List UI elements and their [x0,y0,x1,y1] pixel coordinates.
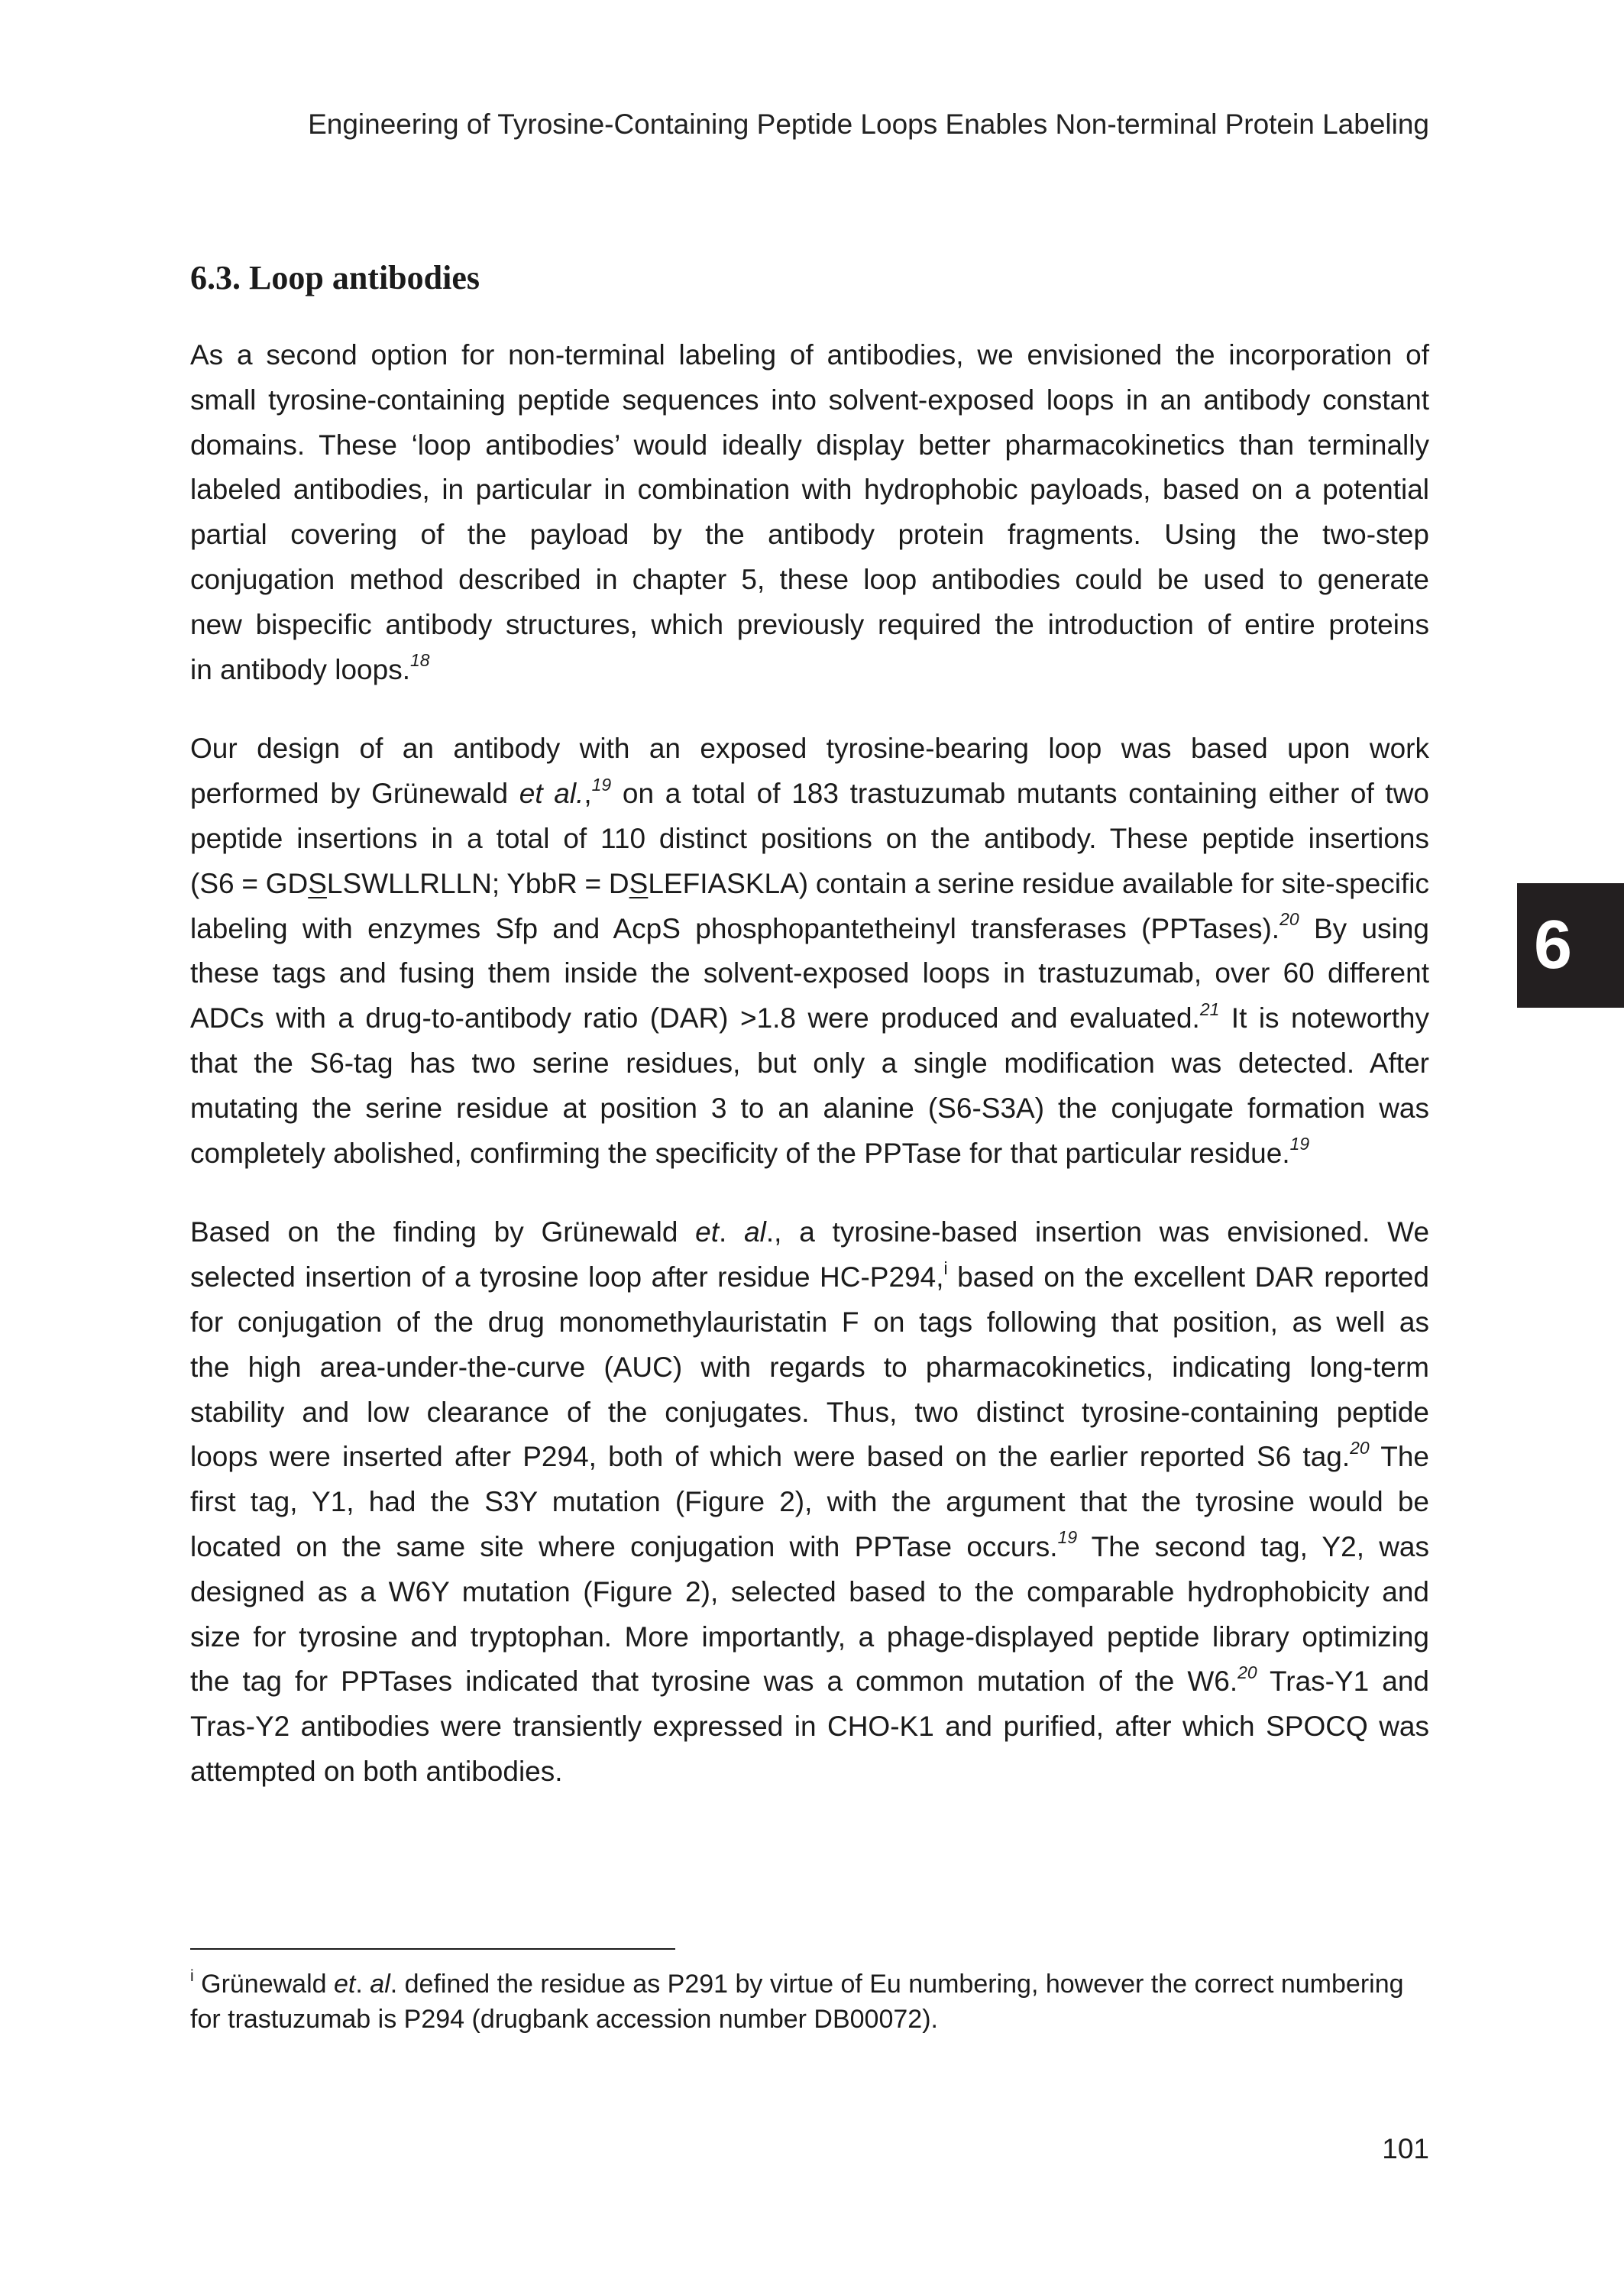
text-line [190,333,1429,378]
line-text [190,1397,1429,1428]
line-text [190,1576,1429,1607]
text-run: Based on the finding by Grünewald [190,1216,696,1248]
italic-text: al [744,1216,766,1248]
line-text [190,339,1429,371]
text-run: The [1369,1441,1429,1473]
text-run: domains. These ‘loop antibodies’ would ideally display better pharmacokinetics than terminally [190,429,1429,461]
page-number: 101 [1382,2133,1429,2164]
text-run: . [719,1216,745,1248]
line-text [190,909,1429,944]
citation-superscript: 19 [1057,1527,1078,1548]
line-text [190,733,1429,764]
italic-text: et [695,1216,720,1248]
citation-superscript: 20 [1237,1662,1257,1682]
line-text [190,1047,1429,1079]
line-text [190,519,1429,550]
text-run: performed by Grünewald [190,778,519,810]
text-line [190,1086,1429,1131]
line-text [190,1662,1429,1698]
text-run: (S6 = GD [190,867,309,899]
text-run: located on the same site where conjugation with PPTase occurs. [190,1530,1058,1562]
text-run: Tras-Y2 antibodies were transiently expressed in CHO-K1 and purified, after which SPOCQ was [190,1711,1429,1743]
text-run: that the S6-tag has two serine residues, but only a single modification was detected. After [190,1047,1429,1079]
text-line [190,1255,1429,1300]
footnote [190,1967,1429,2037]
line-text [190,774,1430,810]
text-line [190,1435,1429,1480]
line-text [190,1527,1429,1562]
line-text [190,1352,1429,1383]
text-run: Our design of an antibody with an exposed tyrosine-bearing loop was based upon work [190,733,1429,765]
line-text [190,650,430,685]
text-run: , [584,778,592,810]
line-text [190,609,1429,640]
text-line [190,378,1429,423]
text-line [190,862,1429,907]
text-line [190,817,1429,862]
paragraph-tyrosine-insertion [190,1210,1429,1794]
line-text [190,823,1429,854]
text-run: LSWLLRLLN; YbbR = D [326,867,629,899]
text-line [190,1210,1429,1255]
text-run: completely abolished, confirming the specificity of the PPTase for that particular residue. [190,1137,1290,1169]
citation-superscript: 19 [591,774,612,795]
line-text [190,564,1429,595]
text-run: selected insertion of a tyrosine loop after residue HC-P294, [190,1261,944,1293]
chapter-number: 6 [1534,907,1573,983]
text-line [190,1615,1429,1660]
text-line [190,727,1429,772]
text-run: LEFIASKLA) contain a serine residue available for site-specific [648,867,1429,899]
text-line [190,513,1429,558]
text-run: in antibody loops. [190,653,410,685]
text-run: . defined the residue as P291 by virtue of Eu numbering, however the correct numbering [390,1970,1404,1999]
text-run: conjugation method described in chapter 5, these loop antibodies could be used to generate [190,563,1429,595]
text-line [190,1131,1429,1177]
text-line [190,1704,1429,1750]
paragraph-loop-antibodies-intro [190,333,1429,692]
text-run: new bispecific antibody structures, which previously required the introduction of entire proteins [190,608,1429,640]
line-text [190,429,1429,461]
text-run: the tag for PPTases indicated that tyrosine was a common mutation of the W6. [190,1666,1238,1698]
text-run: on a total of 183 trastuzumab mutants containing either of two [611,778,1430,810]
text-line [190,1390,1429,1436]
text-run: ADCs with a drug-to-antibody ratio (DAR) >1.8 were produced and evaluated. [190,1002,1200,1034]
text-run: these tags and fusing them inside the solvent-exposed loops in trastuzumab, over 60 different [190,957,1429,989]
citation-superscript: 18 [409,650,430,671]
text-run: small tyrosine-containing peptide sequences into solvent-exposed loops in an antibody constant [190,384,1429,416]
citation-superscript: 20 [1350,1437,1370,1458]
line-text [190,957,1429,989]
text-run: It is noteworthy [1219,1002,1430,1034]
text-run: labeled antibodies, in particular in combination with hydrophobic payloads, based on a potential [190,474,1429,506]
line-text [190,1306,1429,1338]
chapter-tab [1517,883,1624,1008]
footnote-marker: i [190,1967,194,1985]
line-text [190,1134,1310,1169]
text-run: The second tag, Y2, was [1077,1530,1429,1562]
line-text [190,2005,938,2034]
line-text [190,474,1429,505]
citation-superscript: 19 [1289,1134,1310,1154]
text-line [190,907,1429,952]
text-line [190,1570,1429,1615]
text-run: Tras-Y1 and [1257,1666,1429,1698]
text-run: Grünewald [193,1970,335,1999]
text-run: attempted on both antibodies. [190,1755,563,1787]
line-text [190,384,1429,416]
line-text [190,1437,1429,1473]
text-run: ., a tyrosine-based insertion was envisioned. We [765,1216,1430,1248]
text-line [190,648,1429,693]
line-text [190,1258,1430,1293]
text-line [190,468,1429,513]
line-text [190,868,1429,899]
text-run: By using [1299,912,1429,944]
italic-text: al [370,1970,390,1999]
text-line [190,1480,1429,1525]
footnote-rule [190,1948,675,1950]
text-run: the high area-under-the-curve (AUC) with regards to pharmacokinetics, indicating long-term [190,1351,1429,1383]
text-line [190,423,1429,468]
text-line [190,951,1429,996]
line-text [190,1486,1429,1517]
line-text [190,1756,563,1787]
text-run: mutating the serine residue at position 3 to an alanine (S6-S3A) the conjugate formation was [190,1092,1429,1124]
text-run: peptide insertions in a total of 110 distinct positions on the antibody. These peptide insertions [190,822,1429,854]
line-text [190,999,1430,1034]
text-line [190,1750,1429,1795]
footnote-marker: i [943,1258,948,1278]
text-line [190,1525,1429,1570]
text-run: first tag, Y1, had the S3Y mutation (Figure 2), with the argument that the tyrosine would be [190,1486,1429,1518]
text-run: designed as a W6Y mutation (Figure 2), selected based to the comparable hydrophobicity and [190,1575,1429,1607]
line-text [190,1216,1429,1248]
text-line [190,1041,1429,1086]
citation-superscript: 20 [1279,909,1299,930]
line-text [190,1967,1404,1999]
text-run: stability and low clearance of the conjugates. Thus, two distinct tyrosine-containing peptide [190,1396,1429,1428]
text-line [190,2002,1429,2037]
italic-text: et [334,1970,356,1999]
text-line [190,1659,1429,1704]
text-line [190,996,1429,1041]
text-run: for trastuzumab is P294 (drugbank accession number DB00072). [190,2005,938,2034]
text-run: . [355,1970,370,1999]
paragraph-design-basis [190,727,1429,1176]
text-run: based on the excellent DAR reported [947,1261,1430,1293]
text-run: for conjugation of the drug monomethylauristatin F on tags following that position, as well as [190,1306,1429,1338]
text-line [190,1345,1429,1390]
underlined-residue: S [629,867,649,899]
line-text [190,1093,1429,1124]
text-run: size for tyrosine and tryptophan. More importantly, a phage-displayed peptide library optimizing [190,1620,1429,1653]
section-heading: 6.3. Loop antibodies [190,259,480,296]
line-text [190,1711,1429,1742]
underlined-residue: S [308,867,327,899]
line-text [190,1621,1429,1653]
italic-text: et al. [519,778,584,810]
text-run: labeling with enzymes Sfp and AcpS phosphopantetheinyl transferases (PPTases). [190,912,1280,944]
text-line [190,772,1429,817]
text-line [190,603,1429,648]
citation-superscript: 21 [1199,999,1220,1019]
text-line [190,1967,1429,2002]
body-text [190,333,1429,1829]
running-header: Engineering of Tyrosine-Containing Peptide Loops Enables Non-terminal Protein Labeling [308,108,1429,140]
text-run: loops were inserted after P294, both of which were based on the earlier reported S6 tag. [190,1441,1351,1473]
text-run: partial covering of the payload by the antibody protein fragments. Using the two-step [190,519,1429,551]
text-run: As a second option for non-terminal labeling of antibodies, we envisioned the incorporation of [190,339,1429,371]
text-line [190,558,1429,603]
text-line [190,1300,1429,1345]
